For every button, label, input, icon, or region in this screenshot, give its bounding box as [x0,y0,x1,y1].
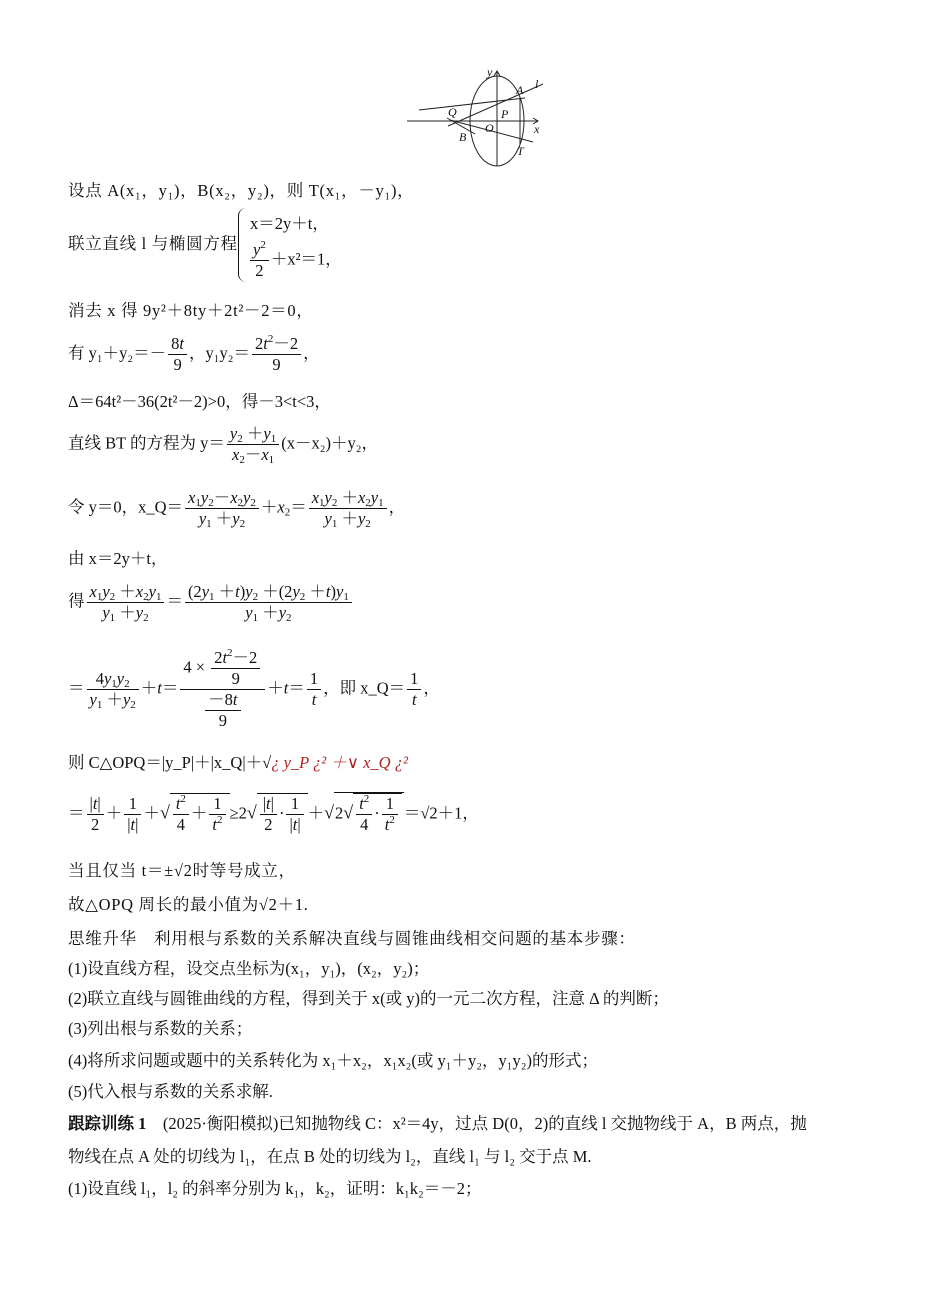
text-line-2: 联立直线 l 与椭圆方程 [68,234,238,253]
exercise-label: 跟踪训练 1 [68,1114,147,1133]
label-x: x [534,122,540,136]
text-line-11: 则 C△OPQ＝|y_P|＋|x_Q|＋√¿ y_P ¿² ＋∨ x_Q ¿² [68,753,408,772]
text-line-14: 故△OPQ 周长的最小值为√2＋1. [68,895,309,914]
label-O: O [485,121,494,135]
text-line-12: ＝ $\frac{|t|}{2}$ ＋ $\frac{1}{|t|}$ ＋√ $\frac{t^2}{4}$ ＋ $\frac{1}{t^2}$ ≥2√ $\frac{|t|}{2}$ · $\frac{1}{|t|}$ ＋√2√ $\frac{t^2}{4}$ · $\frac{1}{t^2}$ ＝√2＋1， [68,793,479,834]
label-T: T [517,144,524,158]
label-A: A [516,83,524,97]
text-line-4: 有 y₁＋y₂＝－ $\frac{8t}{9}$ ，y₁y₂＝ $\frac{2t^2-2}{9}$ ， [68,333,320,374]
text-line-8: 由 x＝2y＋t， [68,549,168,568]
text-line-18: (3)列出根与系数的关系； [68,1019,253,1038]
text-line-19: (4)将所求问题或题中的关系转化为 x₁＋x₂，x₁x₂(或 y₁＋y₂，y₁y₂)的形式； [68,1051,598,1070]
ellipse-diagram [405,62,550,170]
text-line-6: 直线 BT 的方程为 y＝ $\frac{y_2 +y_1}{x_2-x_1}$ (x－x₂)＋y₂， [68,424,378,466]
system-eq-1: x＝2y＋t， [250,214,329,233]
label-Q: Q [448,105,457,119]
text-line-1: 设点 A(x₁，y₁)，B(x₂，y₂)，则 T(x₁，－y₁)， [68,181,415,200]
label-l: l [535,77,539,91]
text-line-21: 跟踪训练 1 (2025·衡阳模拟)已知抛物线 C：x²＝4y，过点 D(0，2)的直线 l 交抛物线于 A，B 两点，抛 [68,1114,807,1133]
text-line-9: 得 $\frac{x_1y_2 +x_2y_1}{y_1 +y_2}$ ＝ $\frac{(2y_1 +t)y_2 +(2y_2 +t)y_1}{y_1 +y_2}$ [68,582,354,623]
text-line-23: (1)设直线 l₁，l₂ 的斜率分别为 k₁，k₂，证明：k₁k₂＝－2； [68,1179,482,1198]
label-P: P [501,107,509,121]
system-brace [238,208,247,282]
label-B: B [459,130,467,144]
text-line-17: (2)联立直线与圆锥曲线的方程，得到关于 x(或 y)的一元二次方程，注意 Δ 的判断； [68,989,669,1008]
text-line-20: (5)代入根与系数的关系求解. [68,1082,273,1101]
line-QA [419,98,525,110]
text-line-7: 令 y＝0，x_Q＝ $\frac{x_1y_2-x_2y_2}{y_1 +y_2}$ $+x_2=$ $\frac{x_1y_2 +x_2y_1}{y_1 +y_2}$ ， [68,488,406,530]
text-line-16: (1)设直线方程，设交点坐标为(x₁，y₁)，(x₂，y₂)； [68,959,430,978]
system-eq-2: $\frac{y^2}{2}$ ＋x²＝1， [248,240,342,281]
text-line-22: 物线在点 A 处的切线为 l₁，在点 B 处的切线为 l₂，直线 l₁ 与 l₂ 交于点 M. [68,1147,592,1166]
text-line-3: 消去 x 得 9y²＋8ty＋2t²－2＝0， [68,301,314,320]
label-y: y [487,65,493,79]
text-line-10: ＝ $\frac{4y_1y_2}{y_1 +y_2}$ ＋t＝ 4 × $\frac{2t^2-2}{9}$ $\frac{-8t}{9}$ ＋t＝ $\frac{1}{t}$ ，即 x_Q＝ $\frac{1}{t}$ ， [68,647,440,730]
text-line-15: 思维升华 利用根与系数的关系解决直线与圆锥曲线相交问题的基本步骤： [68,929,636,948]
text-line-5: Δ＝64t²－36(2t²－2)>0，得－3<t<3， [68,392,331,411]
text-line-13: 当且仅当 t＝±√2时等号成立， [68,861,296,880]
